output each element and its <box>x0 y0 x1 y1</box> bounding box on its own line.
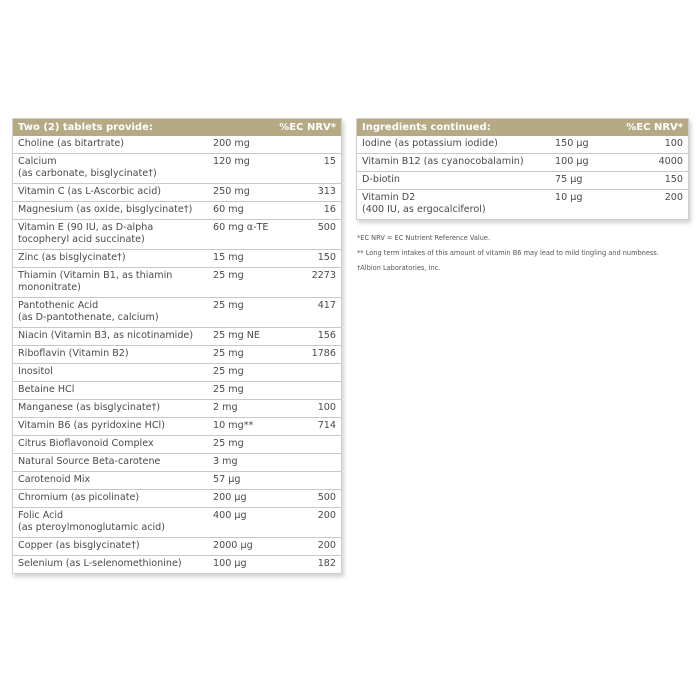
footnote-nrv: *EC NRV = EC Nutrient Reference Value. <box>357 234 491 242</box>
ingredient-nrv: 16 <box>323 204 336 215</box>
table-row <box>13 136 341 153</box>
ingredient-name: Vitamin E (90 IU, as D-alpha tocopheryl acid succinate) <box>18 222 154 245</box>
ingredient-nrv: 150 <box>317 252 336 263</box>
table-row <box>357 189 688 219</box>
ingredient-nrv <box>293 366 336 378</box>
table-row <box>13 399 341 417</box>
ingredient-name: Magnesium (as oxide, bisglycinate†) <box>18 204 193 215</box>
ingredient-name: Natural Source Beta-carotene <box>18 456 161 467</box>
table-row <box>357 136 688 153</box>
ingredient-name: Carotenoid Mix <box>18 474 91 485</box>
ingredient-amount: 25 mg <box>213 348 244 359</box>
ingredient-name: Thiamin (Vitamin B1, as thiamin mononitrate) <box>18 270 173 293</box>
ingredient-name: Vitamin B12 (as cyanocobalamin) <box>362 156 524 167</box>
ingredient-amount: 2 mg <box>213 402 238 413</box>
table-row <box>13 219 341 249</box>
ingredient-amount: 25 mg <box>213 438 244 449</box>
ingredient-nrv <box>293 384 336 396</box>
ingredient-name: Betaine HCl <box>18 384 75 395</box>
table-row <box>13 435 341 453</box>
nrv-column-label: %EC NRV* <box>279 122 336 133</box>
ingredient-nrv <box>293 438 336 450</box>
ingredient-amount: 100 µg <box>555 156 589 167</box>
ingredient-nrv: 313 <box>317 186 336 197</box>
ingredient-nrv: 200 <box>664 192 683 203</box>
ingredient-amount: 15 mg <box>213 252 244 263</box>
table-row <box>13 507 341 537</box>
ingredient-name: Pantothenic Acid (as D-pantothenate, calcium) <box>18 300 159 323</box>
ingredient-nrv <box>293 138 336 150</box>
ingredient-nrv: 500 <box>317 492 336 503</box>
footnotes <box>357 234 687 279</box>
table-row <box>13 249 341 267</box>
ingredient-amount: 57 µg <box>213 474 241 485</box>
ingredient-name: Copper (as bisglycinate†) <box>18 540 140 551</box>
table-row <box>13 471 341 489</box>
ingredient-amount: 400 µg <box>213 510 247 521</box>
ingredient-nrv: 150 <box>664 174 683 185</box>
ingredient-nrv: 100 <box>317 402 336 413</box>
ingredient-name: Vitamin C (as L-Ascorbic acid) <box>18 186 162 197</box>
table-row <box>13 363 341 381</box>
ingredient-nrv: 4000 <box>658 156 683 167</box>
table-header <box>357 119 688 136</box>
table-row <box>13 537 341 555</box>
table-row <box>13 345 341 363</box>
ingredient-nrv <box>293 456 336 468</box>
table-row <box>13 297 341 327</box>
ingredient-amount: 200 mg <box>213 138 250 149</box>
ingredient-nrv: 200 <box>317 510 336 521</box>
ingredient-nrv: 182 <box>317 558 336 569</box>
table-title: Ingredients continued: <box>362 122 491 133</box>
ingredient-name: Riboflavin (Vitamin B2) <box>18 348 129 359</box>
ingredient-amount: 25 mg <box>213 300 244 311</box>
table-row <box>13 555 341 573</box>
table-body <box>357 136 688 219</box>
table-row <box>13 489 341 507</box>
table-row <box>13 453 341 471</box>
ingredient-nrv: 500 <box>317 222 336 233</box>
ingredient-name: Inositol <box>18 366 53 377</box>
ingredient-amount: 25 mg <box>213 366 244 377</box>
ingredient-nrv: 2273 <box>311 270 336 281</box>
ingredient-name: Calcium (as carbonate, bisglycinate†) <box>18 156 157 179</box>
ingredient-name: Chromium (as picolinate) <box>18 492 140 503</box>
ingredient-name: Manganese (as bisglycinate†) <box>18 402 161 413</box>
table-row <box>357 171 688 189</box>
ingredient-amount: 250 mg <box>213 186 250 197</box>
ingredient-amount: 3 mg <box>213 456 238 467</box>
ingredient-amount: 25 mg <box>213 384 244 395</box>
ingredient-amount: 150 µg <box>555 138 589 149</box>
ingredient-amount: 75 µg <box>555 174 583 185</box>
ingredient-amount: 2000 µg <box>213 540 253 551</box>
ingredient-amount: 120 mg <box>213 156 250 167</box>
table-row <box>13 327 341 345</box>
ingredient-amount: 100 µg <box>213 558 247 569</box>
ingredient-name: Choline (as bitartrate) <box>18 138 125 149</box>
ingredient-amount: 200 µg <box>213 492 247 503</box>
ingredient-name: Folic Acid (as pteroylmonoglutamic acid) <box>18 510 165 533</box>
nutrition-table-continued <box>356 118 689 220</box>
ingredient-name: Niacin (Vitamin B3, as nicotinamide) <box>18 330 194 341</box>
table-row <box>357 153 688 171</box>
ingredient-name: Vitamin D2 (400 IU, as ergocalciferol) <box>362 192 486 215</box>
ingredient-name: Selenium (as L-selenomethionine) <box>18 558 182 569</box>
table-row <box>13 201 341 219</box>
table-row <box>13 183 341 201</box>
ingredient-name: D-biotin <box>362 174 400 185</box>
ingredient-nrv: 714 <box>317 420 336 431</box>
table-row <box>13 153 341 183</box>
ingredient-nrv: 200 <box>317 540 336 551</box>
ingredient-nrv: 156 <box>317 330 336 341</box>
table-row <box>13 381 341 399</box>
table-row <box>13 417 341 435</box>
footnote-b6-warning: ** Long term intakes of this amount of vitamin B6 may lead to mild tingling and numbness. <box>357 249 659 257</box>
ingredient-amount: 10 mg** <box>213 420 254 431</box>
ingredient-nrv <box>293 474 336 486</box>
nrv-column-label: %EC NRV* <box>626 122 683 133</box>
ingredient-nrv: 15 <box>323 156 336 167</box>
ingredient-nrv: 100 <box>664 138 683 149</box>
ingredient-nrv: 1786 <box>311 348 336 359</box>
ingredient-name: Citrus Bioflavonoid Complex <box>18 438 154 449</box>
ingredient-amount: 25 mg NE <box>213 330 260 341</box>
nutrition-table-main <box>12 118 342 574</box>
footnote-albion: †Albion Laboratories, Inc. <box>357 264 441 272</box>
ingredient-amount: 60 mg α-TE <box>213 222 269 233</box>
table-body <box>13 136 341 573</box>
ingredient-name: Iodine (as potassium iodide) <box>362 138 498 149</box>
ingredient-nrv: 417 <box>317 300 336 311</box>
ingredient-name: Vitamin B6 (as pyridoxine HCl) <box>18 420 165 431</box>
table-row <box>13 267 341 297</box>
ingredient-amount: 10 µg <box>555 192 583 203</box>
table-header <box>13 119 341 136</box>
ingredient-amount: 25 mg <box>213 270 244 281</box>
table-title: Two (2) tablets provide: <box>18 122 153 133</box>
ingredient-amount: 60 mg <box>213 204 244 215</box>
ingredient-name: Zinc (as bisglycinate†) <box>18 252 126 263</box>
